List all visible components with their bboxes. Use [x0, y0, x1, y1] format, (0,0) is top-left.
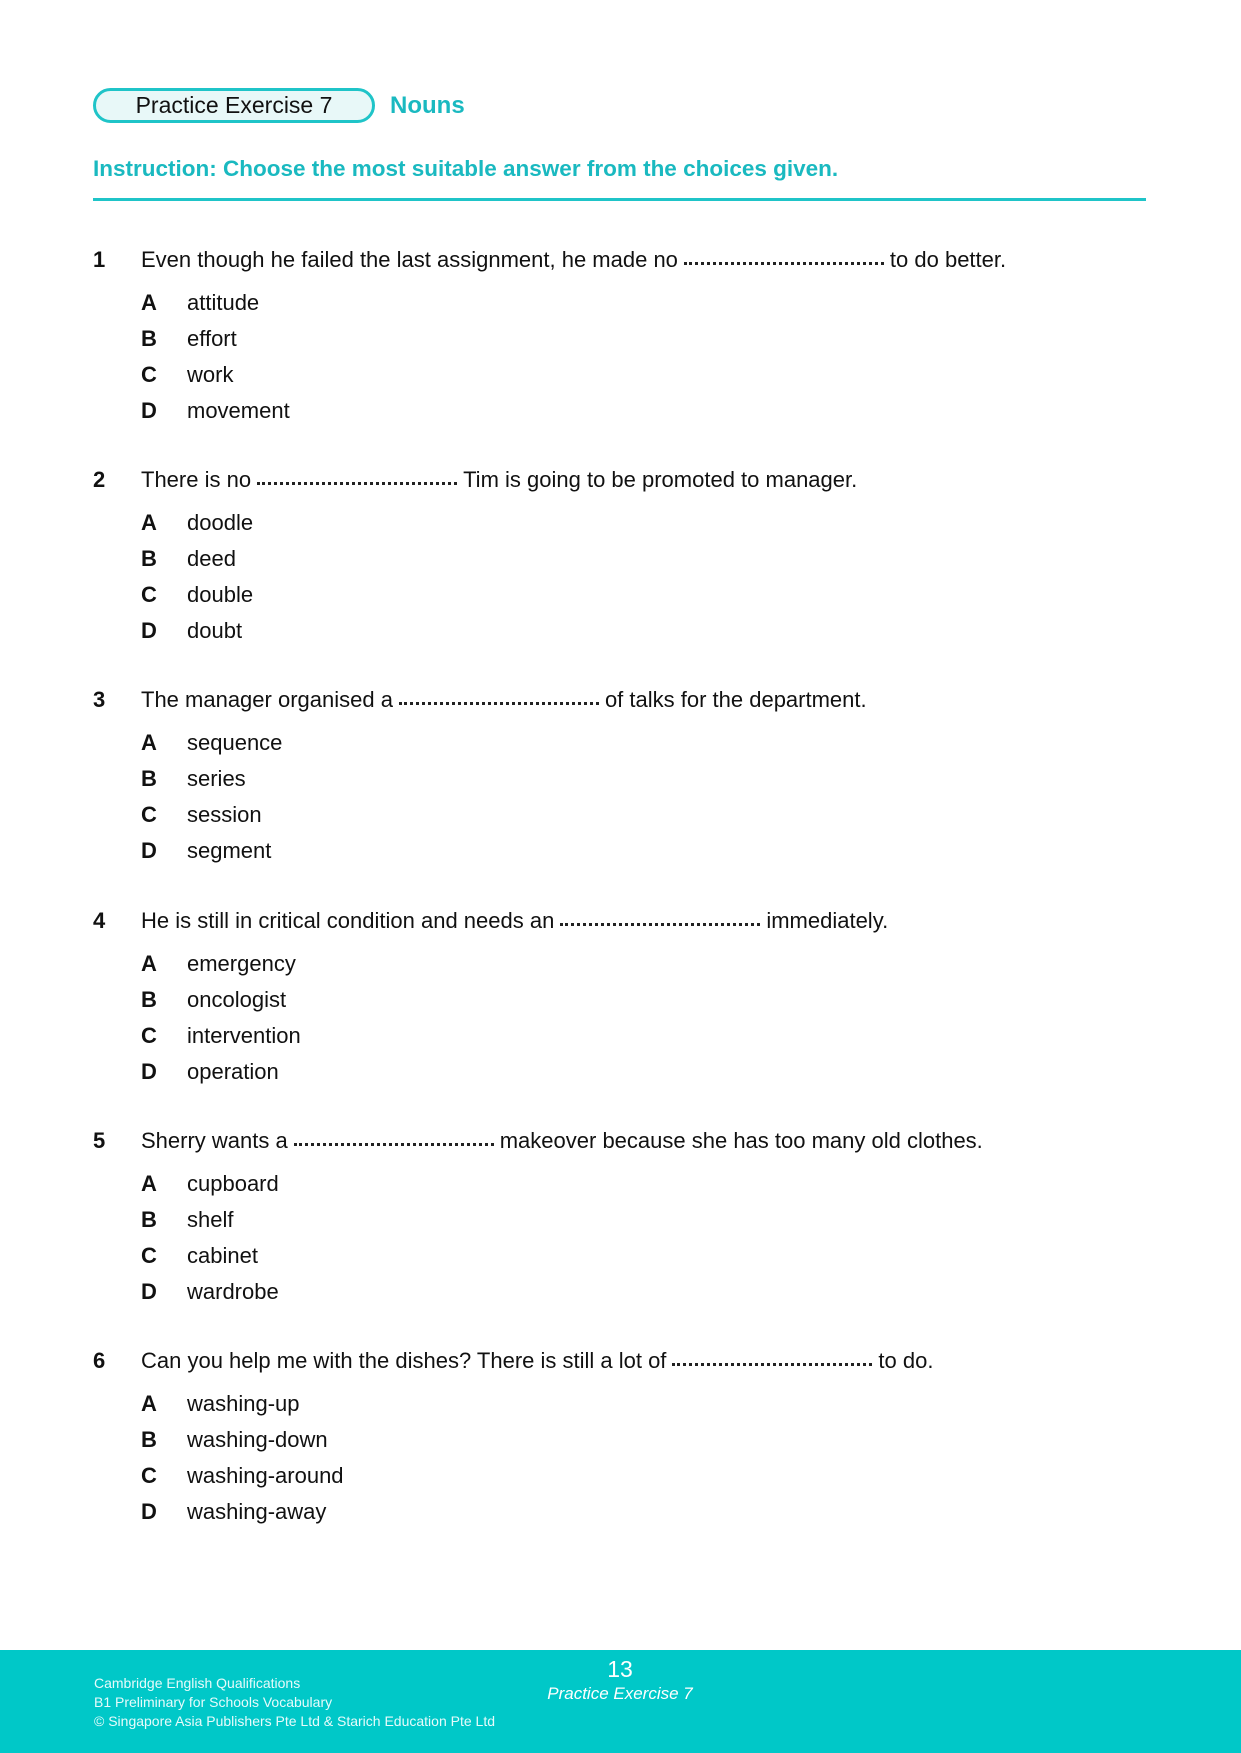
answer-option[interactable] [141, 393, 1153, 429]
page-footer [0, 1650, 1241, 1753]
footer-line: B1 Preliminary for Schools Vocabulary [94, 1694, 333, 1710]
stem-before: There is no [141, 467, 252, 492]
answer-blank [672, 1357, 872, 1366]
question-item [93, 247, 1153, 429]
option-text: series [187, 766, 246, 791]
stem-after: to do. [878, 1348, 934, 1373]
question-stem [93, 467, 1153, 497]
answer-blank [560, 917, 760, 926]
answer-option[interactable] [141, 285, 1153, 321]
option-text: shelf [187, 1207, 234, 1232]
stem-before: The manager organised a [141, 687, 393, 712]
exercise-label-badge: Practice Exercise 7 [93, 88, 375, 123]
option-letter: A [141, 290, 157, 315]
stem-after: immediately. [766, 908, 889, 933]
answer-option[interactable] [141, 982, 1153, 1018]
option-text: oncologist [187, 987, 287, 1012]
footer-line: © Singapore Asia Publishers Pte Ltd & Starich Education Pte Ltd [94, 1713, 495, 1729]
question-item [93, 467, 1153, 649]
question-number: 6 [93, 1348, 106, 1373]
page-number: 13 [607, 1656, 633, 1682]
instruction-text: Instruction: Choose the most suitable answer from the choices given. [93, 156, 839, 181]
stem-after: of talks for the department. [604, 687, 867, 712]
option-text: deed [187, 546, 236, 571]
option-text: attitude [187, 290, 260, 315]
option-letter: D [141, 398, 157, 423]
option-letter: B [141, 766, 157, 791]
option-letter: D [141, 1279, 157, 1304]
option-letter: C [141, 1023, 157, 1048]
option-letter: A [141, 1391, 157, 1416]
answer-option[interactable] [141, 1202, 1153, 1238]
question-item [93, 687, 1153, 869]
answer-option[interactable] [141, 613, 1153, 649]
option-text: wardrobe [187, 1279, 279, 1304]
option-text: doubt [187, 618, 243, 643]
answer-blank [294, 1137, 494, 1146]
footer-page-info [540, 1656, 700, 1704]
option-letter: B [141, 987, 157, 1012]
answer-option[interactable] [141, 505, 1153, 541]
footer-section-title: Practice Exercise 7 [547, 1684, 693, 1703]
question-stem [93, 687, 1153, 717]
option-text: segment [187, 838, 272, 863]
answer-option[interactable] [141, 1054, 1153, 1090]
answer-option[interactable] [141, 946, 1153, 982]
answer-option[interactable] [141, 797, 1153, 833]
stem-before: Sherry wants a [141, 1128, 288, 1153]
option-text: double [187, 582, 254, 607]
answer-blank [684, 256, 884, 265]
stem-after: Tim is going to be promoted to manager. [463, 467, 858, 492]
question-number: 3 [93, 687, 106, 712]
option-letter: D [141, 838, 157, 863]
answer-option[interactable] [141, 1422, 1153, 1458]
option-text: movement [187, 398, 290, 423]
answer-option[interactable] [141, 541, 1153, 577]
option-text: intervention [187, 1023, 301, 1048]
answer-option[interactable] [141, 1018, 1153, 1054]
option-letter: C [141, 1243, 157, 1268]
question-item [93, 908, 1153, 1090]
option-text: operation [187, 1059, 279, 1084]
stem-before: He is still in critical condition and needs an [141, 908, 555, 933]
option-letter: A [141, 730, 157, 755]
question-stem [93, 1128, 1153, 1158]
option-text: emergency [187, 951, 296, 976]
option-letter: C [141, 802, 157, 827]
question-stem [93, 908, 1153, 938]
question-number: 2 [93, 467, 106, 492]
option-letter: B [141, 1207, 157, 1232]
footer-credits [94, 1674, 495, 1731]
answer-option[interactable] [141, 357, 1153, 393]
answer-option[interactable] [141, 1238, 1153, 1274]
footer-line: Cambridge English Qualifications [94, 1675, 301, 1691]
question-stem [93, 247, 1153, 277]
stem-after: makeover because she has too many old clothes. [499, 1128, 983, 1153]
stem-after: to do better. [889, 247, 1007, 272]
answer-option[interactable] [141, 725, 1153, 761]
option-text: washing-up [187, 1391, 300, 1416]
option-letter: D [141, 1499, 157, 1524]
divider [93, 198, 1146, 201]
question-stem [93, 1348, 1153, 1378]
option-letter: B [141, 1427, 157, 1452]
option-letter: D [141, 618, 157, 643]
stem-before: Can you help me with the dishes? There is still a lot of [141, 1348, 667, 1373]
question-number: 5 [93, 1128, 106, 1153]
answer-option[interactable] [141, 1166, 1153, 1202]
answer-option[interactable] [141, 1274, 1153, 1310]
option-letter: A [141, 1171, 157, 1196]
option-text: cupboard [187, 1171, 279, 1196]
option-text: washing-down [187, 1427, 328, 1452]
answer-blank [257, 476, 457, 485]
question-number: 4 [93, 908, 106, 933]
option-letter: C [141, 582, 157, 607]
answer-blank [399, 696, 599, 705]
answer-option[interactable] [141, 1458, 1153, 1494]
question-number: 1 [93, 247, 106, 272]
question-item [93, 1348, 1153, 1530]
option-letter: D [141, 1059, 157, 1084]
stem-before: Even though he failed the last assignment, he made no [141, 247, 678, 272]
option-text: washing-away [187, 1499, 327, 1524]
option-text: session [187, 802, 262, 827]
answer-option[interactable] [141, 761, 1153, 797]
exercise-header [93, 88, 465, 123]
option-text: doodle [187, 510, 254, 535]
option-letter: C [141, 1463, 157, 1488]
answer-option[interactable] [141, 321, 1153, 357]
option-letter: A [141, 951, 157, 976]
topic-title: Nouns [390, 91, 465, 119]
option-letter: A [141, 510, 157, 535]
option-text: sequence [187, 730, 283, 755]
option-text: washing-around [187, 1463, 344, 1488]
option-letter: B [141, 326, 157, 351]
option-text: effort [187, 326, 237, 351]
option-text: work [187, 362, 234, 387]
answer-option[interactable] [141, 1494, 1153, 1530]
option-letter: B [141, 546, 157, 571]
answer-option[interactable] [141, 577, 1153, 613]
option-text: cabinet [187, 1243, 258, 1268]
option-letter: C [141, 362, 157, 387]
question-item [93, 1128, 1153, 1310]
answer-option[interactable] [141, 833, 1153, 869]
answer-option[interactable] [141, 1386, 1153, 1422]
